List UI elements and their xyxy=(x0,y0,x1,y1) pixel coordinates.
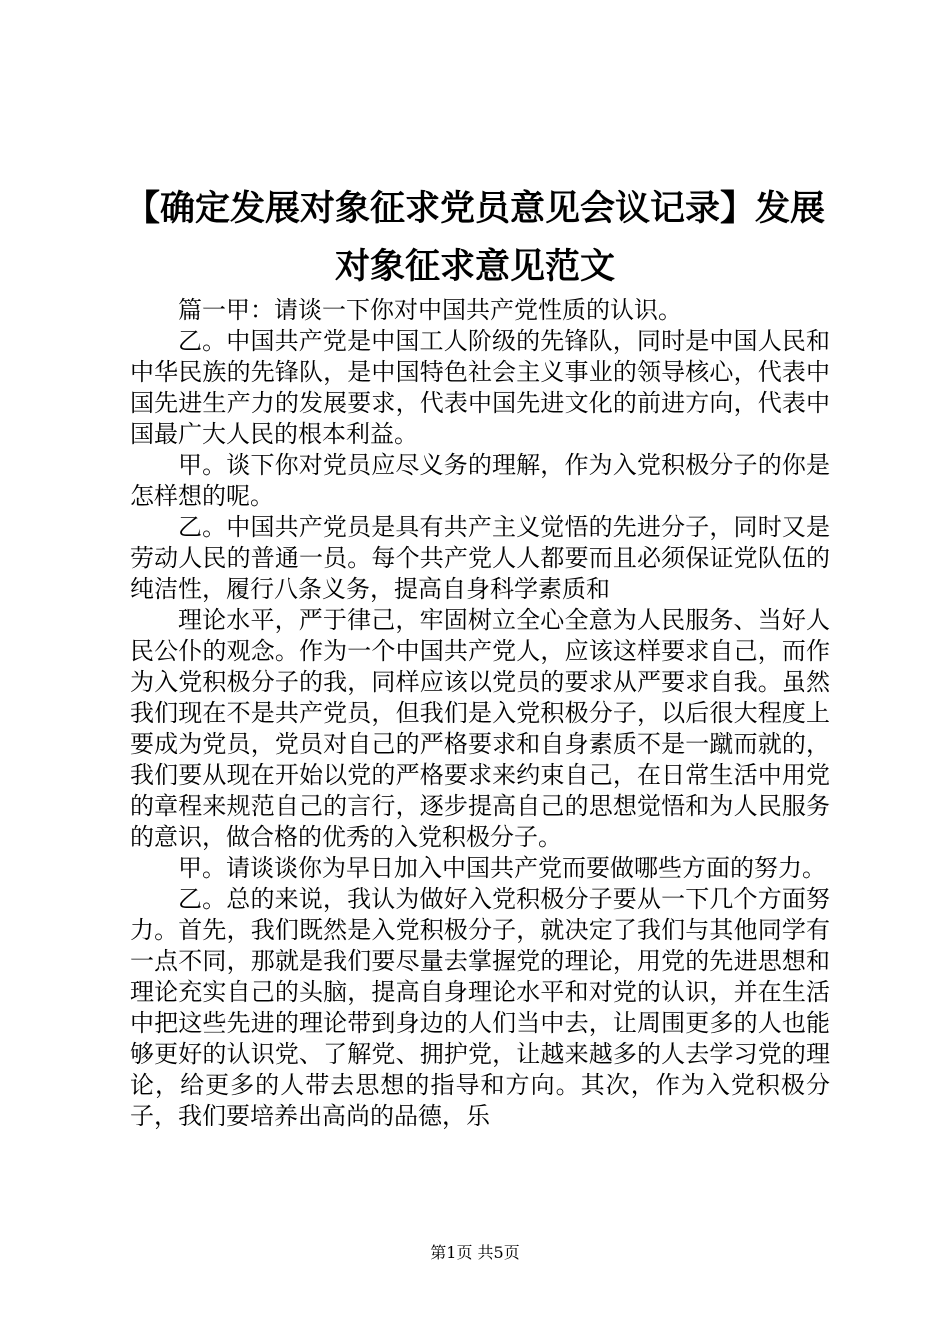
paragraph: 甲。请谈谈你为早日加入中国共产党而要做哪些方面的努力。 xyxy=(178,854,826,882)
title-line-2: 对象征求意见范文 xyxy=(334,246,615,287)
page-footer: 第1页 共5页 xyxy=(430,1243,520,1262)
document-body xyxy=(130,295,830,1132)
paragraph: 乙。总的来说，我认为做好入党积极分子要从一下几个方面努力。首先，我们既然是入党积极分子，就决定了我们与其他同学有一点不同，那就是我们要尽量去掌握党的理论，用党的先进思想和理论充实自己的头脑，提高自身理论水平和对党的认识，并在生活中把这些先进的理论带到身边的人们当中去，让周围更多的人也能够更好的认识党、了解党、拥护党，让越来越多的人去学习党的理论，给更多的人带去思想的指导和方向。其次，作为入党积极分子，我们要培养出高尚的品德，乐 xyxy=(130,885,830,1130)
paragraph: 甲。谈下你对党员应尽义务的理解，作为入党积极分子的你是怎样想的呢。 xyxy=(130,451,830,510)
paragraph: 篇一甲：请谈一下你对中国共产党性质的认识。 xyxy=(178,296,682,324)
paragraph: 乙。中国共产党是中国工人阶级的先锋队，同时是中国人民和中华民族的先锋队，是中国特色社会主义事业的领导核心，代表中国先进生产力的发展要求，代表中国先进文化的前进方向，代表中国最广大人民的根本利益。 xyxy=(130,327,830,448)
title-line-1: 【确定发展对象征求党员意见会议记录】发展 xyxy=(124,188,825,229)
paragraph: 理论水平，严于律己，牢固树立全心全意为人民服务、当好人民公仆的观念。作为一个中国共产党人，应该这样要求自己，而作为入党积极分子的我，同样应该以党员的要求从严要求自我。虽然我们现在不是共产党员，但我们是入党积极分子，以后很大程度上要成为党员，党员对自己的严格要求和自身素质不是一蹴而就的，我们要从现在开始以党的严格要求来约束自己，在日常生活中用党的章程来规范自己的言行，逐步提高自己的思想觉悟和为人民服务的意识，做合格的优秀的入党积极分子。 xyxy=(130,606,830,851)
paragraph: 乙。中国共产党员是具有共产主义觉悟的先进分子，同时又是劳动人民的普通一员。每个共产党人人都要而且必须保证党队伍的纯洁性，履行八条义务，提高自身科学素质和 xyxy=(130,513,830,603)
document-title xyxy=(110,180,840,296)
